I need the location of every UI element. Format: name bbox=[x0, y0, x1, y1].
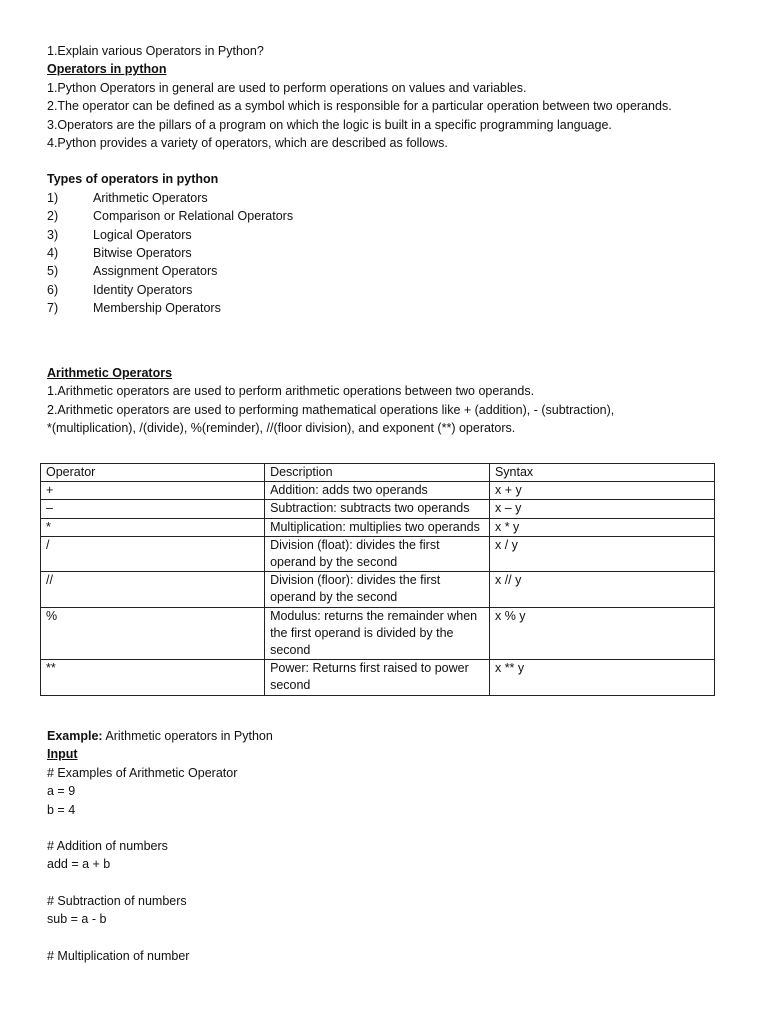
code-line: # Examples of Arithmetic Operator bbox=[47, 765, 238, 780]
arithmetic-heading: Arithmetic Operators bbox=[47, 365, 173, 380]
cell-syntax: x % y bbox=[489, 607, 714, 660]
list-number: 6) bbox=[47, 282, 59, 297]
list-label: Comparison or Relational Operators bbox=[93, 209, 294, 224]
intro-point-4: 4.Python provides a variety of operators, which are described as follows. bbox=[47, 136, 448, 151]
code-blank-line bbox=[47, 874, 727, 892]
cell-operator: * bbox=[41, 518, 265, 536]
code-block bbox=[47, 764, 727, 965]
arithmetic-line-2: 2.Arithmetic operators are used to performing mathematical operations like + (addition), - (subtraction), bbox=[47, 402, 615, 417]
list-number: 5) bbox=[47, 264, 59, 279]
table-row bbox=[41, 536, 715, 571]
list-number: 1) bbox=[47, 190, 59, 205]
cell-description: Power: Returns first raised to power second bbox=[265, 660, 490, 695]
cell-syntax: x // y bbox=[489, 572, 714, 607]
list-item bbox=[47, 226, 727, 244]
table-row bbox=[41, 660, 715, 695]
cell-operator: / bbox=[41, 536, 265, 571]
cell-description: Addition: adds two operands bbox=[265, 482, 490, 500]
cell-syntax: x + y bbox=[489, 482, 714, 500]
list-number: 2) bbox=[47, 209, 59, 224]
code-line: # Addition of numbers bbox=[47, 839, 168, 854]
input-heading: Input bbox=[47, 747, 78, 762]
intro-point-3: 3.Operators are the pillars of a program on which the logic is built in a specific programming language. bbox=[47, 117, 612, 132]
list-label: Arithmetic Operators bbox=[93, 190, 208, 205]
list-item bbox=[47, 281, 727, 299]
example-title bbox=[47, 727, 727, 745]
operators-table bbox=[40, 463, 715, 696]
list-item bbox=[47, 299, 727, 317]
list-number: 7) bbox=[47, 301, 59, 316]
intro-point-1: 1.Python Operators in general are used to perform operations on values and variables. bbox=[47, 80, 527, 95]
header-syntax: Syntax bbox=[489, 464, 714, 482]
cell-operator: – bbox=[41, 500, 265, 518]
cell-syntax: x ** y bbox=[489, 660, 714, 695]
code-line: a = 9 bbox=[47, 784, 76, 799]
intro-point-2: 2.The operator can be defined as a symbol which is responsible for a particular operation between two operands. bbox=[47, 99, 672, 114]
example-text: Arithmetic operators in Python bbox=[102, 729, 273, 743]
list-label: Logical Operators bbox=[93, 227, 192, 242]
cell-operator: % bbox=[41, 607, 265, 660]
list-label: Bitwise Operators bbox=[93, 246, 192, 261]
list-number: 3) bbox=[47, 227, 59, 242]
code-blank-line bbox=[47, 929, 727, 947]
code-line: # Multiplication of number bbox=[47, 948, 190, 963]
code-line: # Subtraction of numbers bbox=[47, 893, 187, 908]
cell-syntax: x / y bbox=[489, 536, 714, 571]
cell-description: Division (float): divides the first operand by the second bbox=[265, 536, 490, 571]
list-item bbox=[47, 262, 727, 280]
table-header-row bbox=[41, 464, 715, 482]
cell-syntax: x * y bbox=[489, 518, 714, 536]
code-line: sub = a - b bbox=[47, 912, 107, 927]
code-line: b = 4 bbox=[47, 802, 76, 817]
table-row bbox=[41, 572, 715, 607]
cell-syntax: x – y bbox=[489, 500, 714, 518]
list-label: Identity Operators bbox=[93, 282, 193, 297]
types-heading: Types of operators in python bbox=[47, 172, 219, 187]
example-section bbox=[47, 727, 727, 965]
cell-description: Division (floor): divides the first operand by the second bbox=[265, 572, 490, 607]
arithmetic-line-3: *(multiplication), /(divide), %(reminder), //(floor division), and exponent (**) operators. bbox=[47, 420, 516, 435]
code-line: add = a + b bbox=[47, 857, 111, 872]
list-item bbox=[47, 189, 727, 207]
header-description: Description bbox=[265, 464, 490, 482]
question-heading: 1.Explain various Operators in Python? bbox=[47, 44, 264, 58]
arithmetic-line-1: 1.Arithmetic operators are used to perform arithmetic operations between two operands. bbox=[47, 384, 535, 399]
list-item bbox=[47, 244, 727, 262]
types-list bbox=[47, 189, 727, 318]
section-heading-operators: Operators in python bbox=[47, 62, 167, 77]
cell-operator: // bbox=[41, 572, 265, 607]
cell-operator: + bbox=[41, 482, 265, 500]
list-label: Assignment Operators bbox=[93, 264, 218, 279]
example-label: Example: bbox=[47, 729, 103, 743]
code-blank-line bbox=[47, 819, 727, 837]
cell-description: Subtraction: subtracts two operands bbox=[265, 500, 490, 518]
list-number: 4) bbox=[47, 246, 59, 261]
document-body bbox=[47, 42, 727, 437]
list-label: Membership Operators bbox=[93, 301, 221, 316]
list-item bbox=[47, 207, 727, 225]
table-row bbox=[41, 518, 715, 536]
cell-description: Modulus: returns the remainder when the first operand is divided by the second bbox=[265, 607, 490, 660]
table-row bbox=[41, 500, 715, 518]
cell-operator: ** bbox=[41, 660, 265, 695]
table-row bbox=[41, 482, 715, 500]
cell-description: Multiplication: multiplies two operands bbox=[265, 518, 490, 536]
header-operator: Operator bbox=[41, 464, 265, 482]
table-row bbox=[41, 607, 715, 660]
